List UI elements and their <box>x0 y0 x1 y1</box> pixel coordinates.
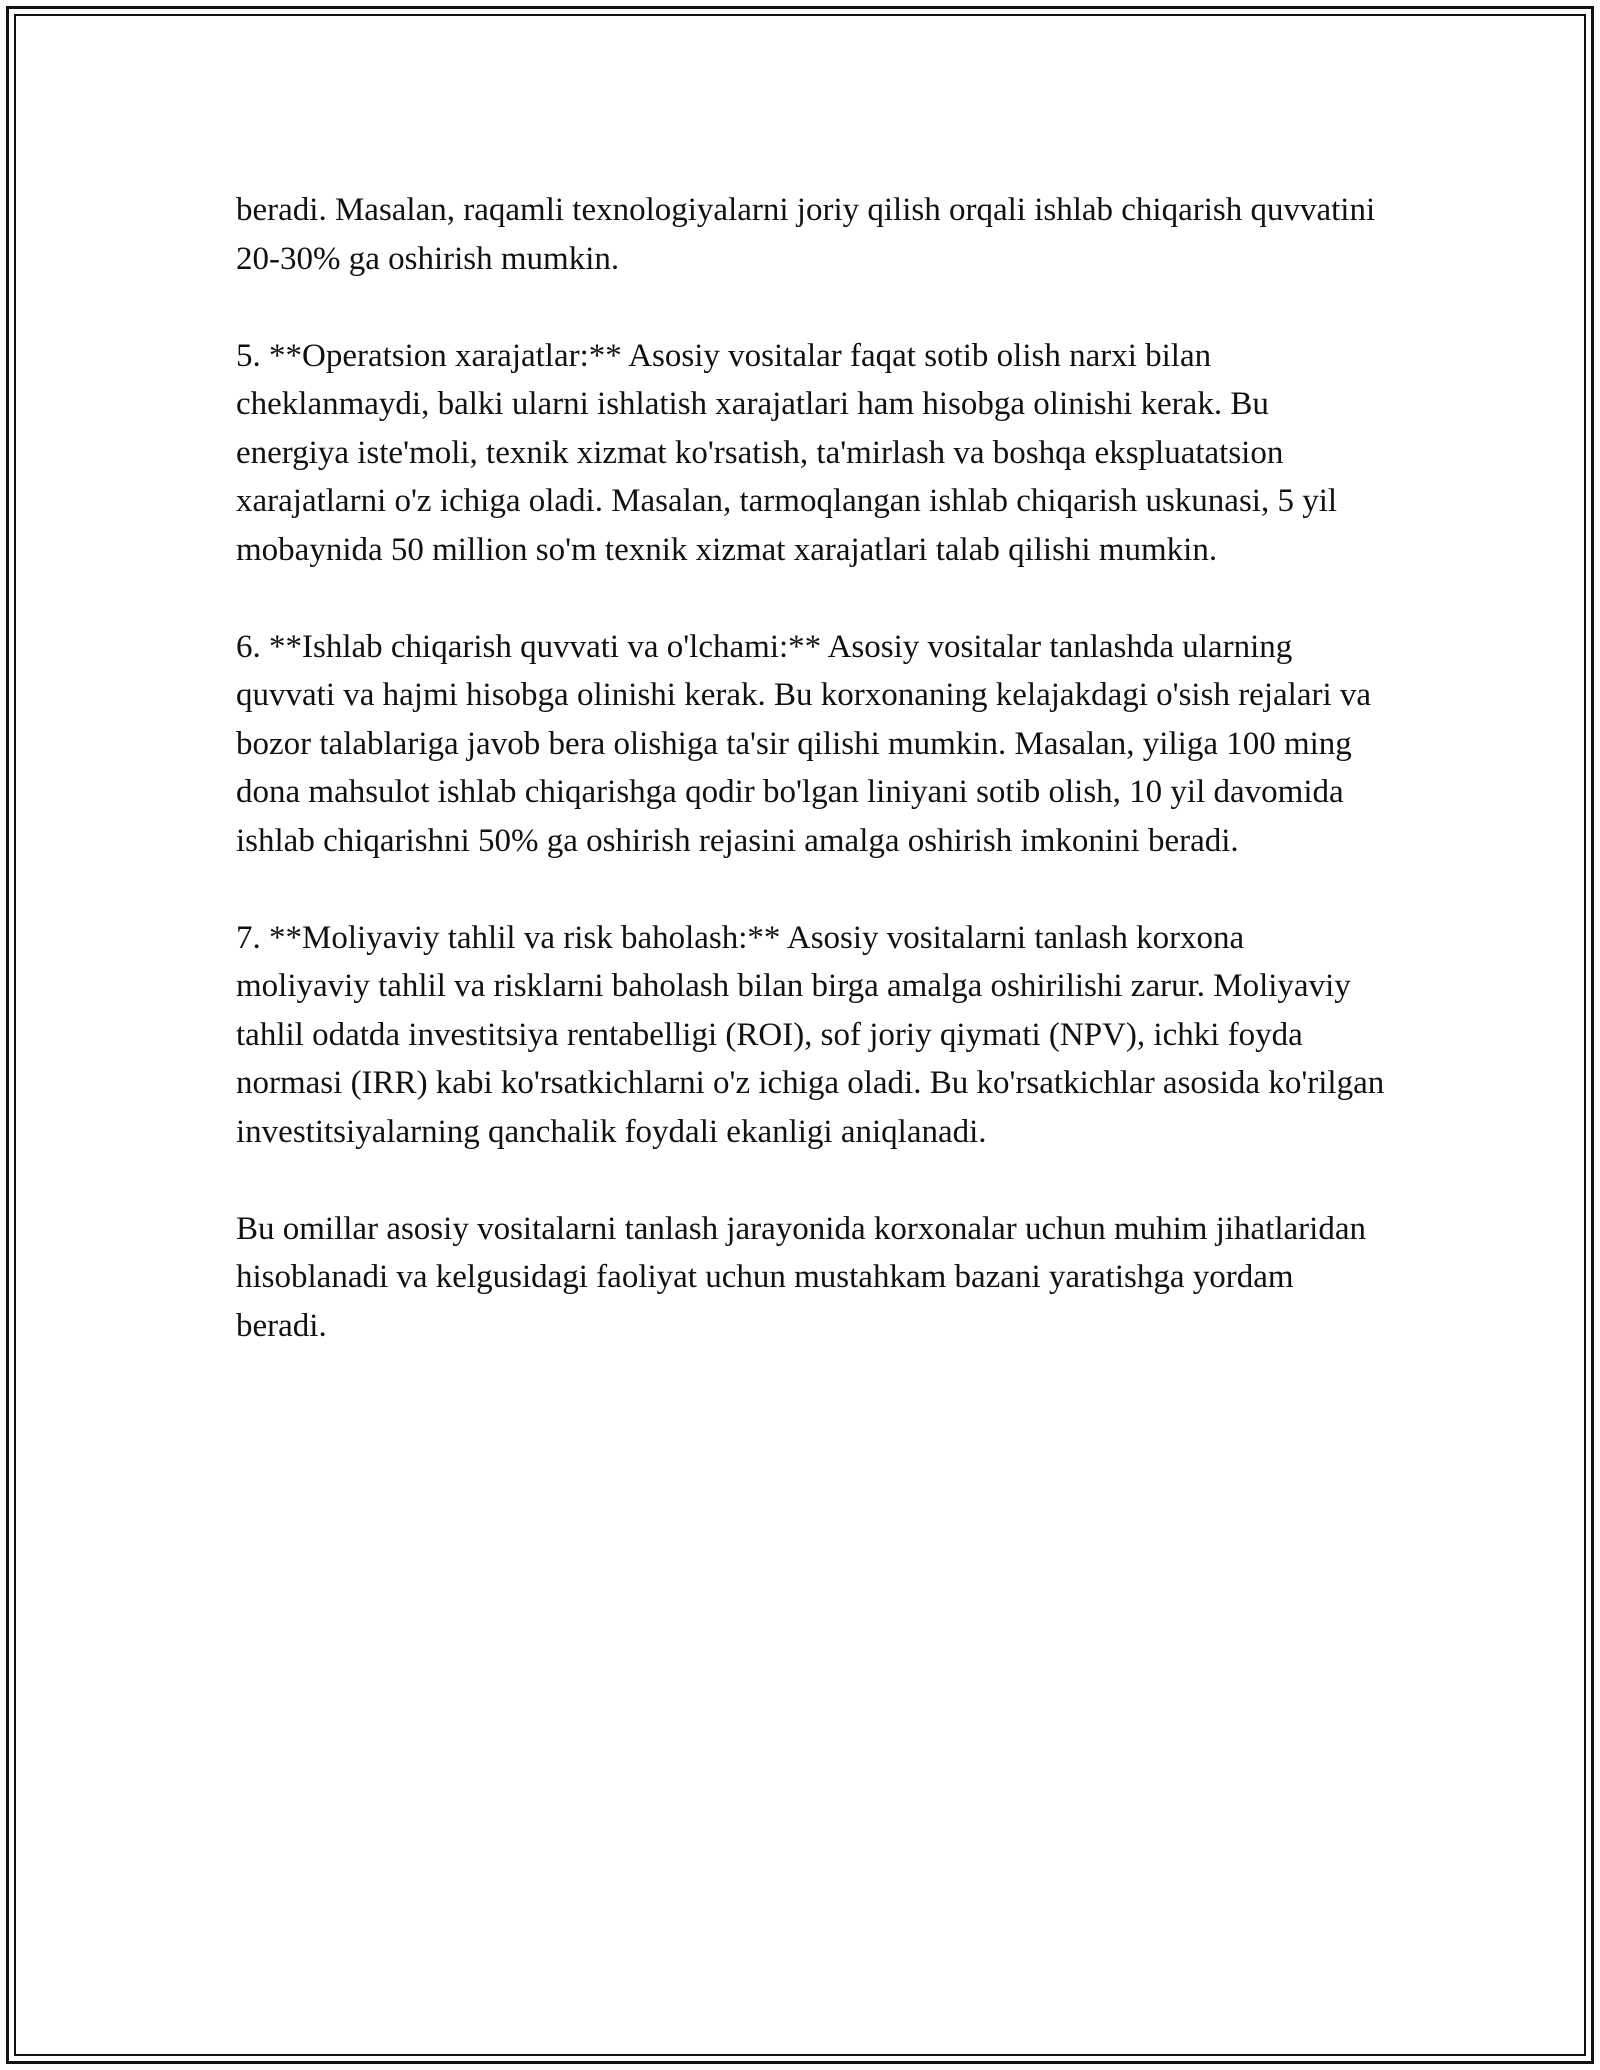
paragraph-item-5-operational-costs: 5. **Operatsion xarajatlar:** Asosiy vositalar faqat sotib olish narxi bilan cheklanmaydi, balki ularni ishlatish xarajatlari ham hisobga olinishi kerak. Bu energiya iste'moli, texnik xizmat ko'rsatish, ta'mirlash va boshqa ekspluatatsion xarajatlarni o'z ichiga oladi. Masalan, tarmoqlangan ishlab chiqarish uskunasi, 5 yil mobaynida 50 million so'm texnik xizmat xarajatlari talab qilishi mumkin. <box>236 337 1338 568</box>
paragraph-item-7-financial-analysis: 7. **Moliyaviy tahlil va risk baholash:** Asosiy vositalarni tanlash korxona moliyaviy tahlil va risklarni baholash bilan birga amalga oshirilishi zarur. Moliyaviy tahlil odatda investitsiya rentabelligi (ROI), sof joriy qiymati (NPV), ichki foyda normasi (IRR) kabi ko'rsatkichlarni o'z ichiga oladi. Bu ko'rsatkichlar asosida ko'rilgan investitsiyalarning qanchalik foydali ekanligi aniqlanadi. <box>236 919 1385 1150</box>
paragraph-conclusion: Bu omillar asosiy vositalarni tanlash jarayonida korxonalar uchun muhim jihatlaridan hisoblanadi va kelgusidagi faoliyat uchun mustahkam bazani yaratishga yordam beradi. <box>236 1210 1366 1344</box>
paragraph-item-6-production-capacity: 6. **Ishlab chiqarish quvvati va o'lchami:** Asosiy vositalar tanlashda ularning quvvati va hajmi hisobga olinishi kerak. Bu korxonaning kelajakdagi o'sish rejalari va bozor talablariga javob bera olishiga ta'sir qilishi mumkin. Masalan, yiliga 100 ming dona mahsulot ishlab chiqarishga qodir bo'lgan liniyani sotib olish, 10 yil davomida ishlab chiqarishni 50% ga oshirish rejasini amalga oshirish imkonini beradi. <box>236 628 1372 859</box>
document-body <box>236 186 1386 1399</box>
paragraph-continuation: beradi. Masalan, raqamli texnologiyalarni joriy qilish orqali ishlab chiqarish quvvatini 20-30% ga oshirish mumkin. <box>236 192 1376 277</box>
